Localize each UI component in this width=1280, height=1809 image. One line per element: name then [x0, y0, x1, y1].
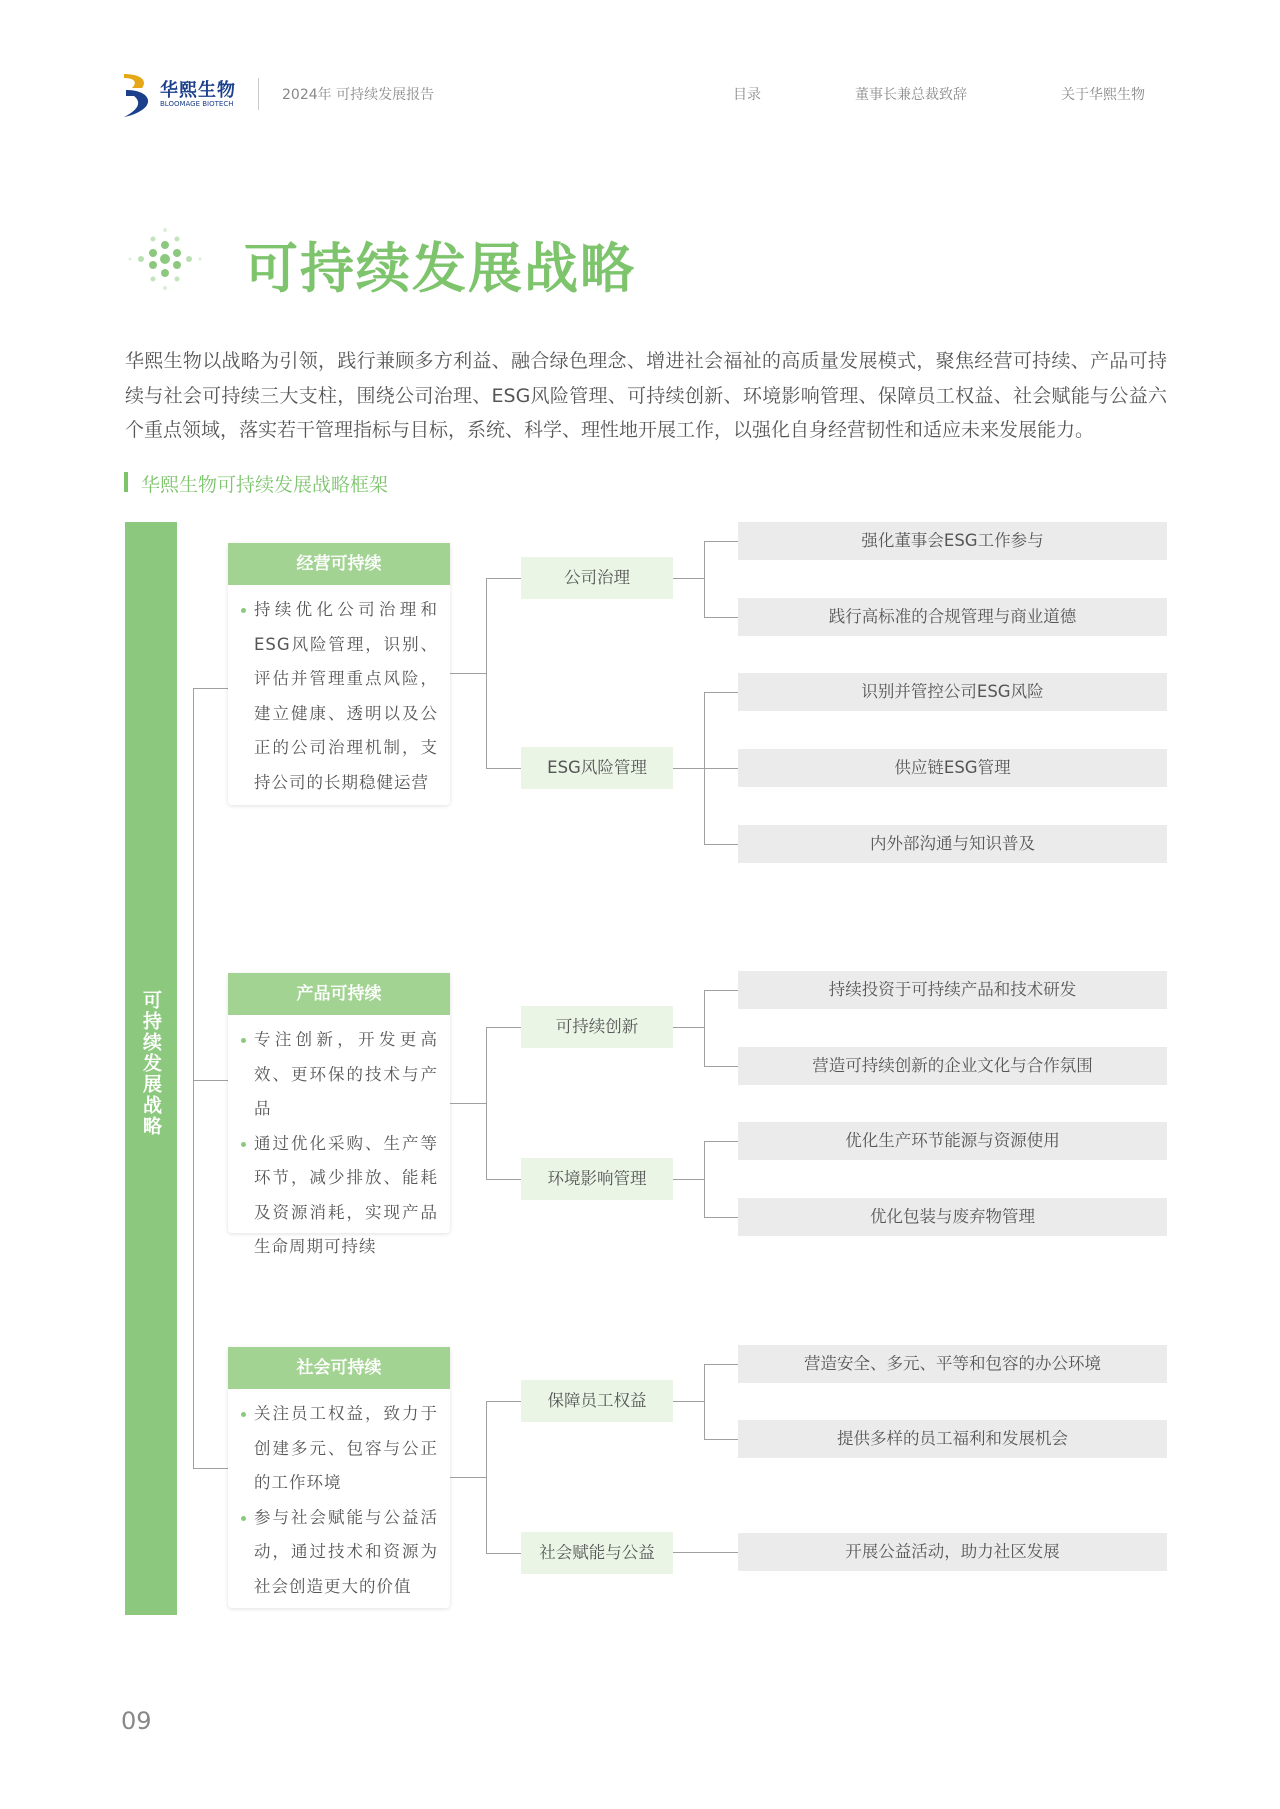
connector-line	[486, 578, 521, 579]
logo-cn-text: 华熙生物	[160, 80, 236, 101]
connector-line	[193, 1468, 228, 1469]
connector-line	[486, 1027, 521, 1028]
page-title: 可持续发展战略	[244, 237, 636, 300]
connector-line	[486, 578, 487, 769]
category-bullet: 持续优化公司治理和ESG风险管理，识别、评估并管理重点风险，建立健康、透明以及公正的公司治理机制，支持公司的长期稳健运营	[254, 593, 438, 800]
focus-area-box: 保障员工权益	[521, 1380, 673, 1422]
category-title: 经营可持续	[228, 543, 450, 585]
connector-line	[704, 617, 738, 618]
action-item-box: 优化包装与废弃物管理	[738, 1198, 1167, 1236]
connector-line	[450, 1477, 486, 1478]
category-body	[228, 1015, 450, 1273]
connector-line	[486, 1027, 487, 1180]
action-item-box: 践行高标准的合规管理与商业道德	[738, 598, 1167, 636]
page-number: 09	[121, 1707, 152, 1735]
connector-line	[486, 1179, 521, 1180]
connector-line	[704, 768, 738, 769]
action-item-box: 开展公益活动，助力社区发展	[738, 1533, 1167, 1571]
connector-line	[704, 1066, 738, 1067]
nav-about[interactable]: 关于华熙生物	[1061, 87, 1145, 103]
logo-mark-icon	[122, 72, 154, 118]
category-bullet: 关注员工权益，致力于创建多元、包容与公正的工作环境	[254, 1397, 438, 1501]
connector-line	[486, 1401, 487, 1554]
subheading-accent-bar	[124, 472, 128, 492]
category-card	[228, 973, 450, 1256]
connector-line	[704, 1364, 738, 1365]
connector-line	[704, 844, 738, 845]
connector-line	[704, 1141, 705, 1218]
connector-line	[704, 1141, 738, 1142]
connector-line	[193, 688, 194, 1469]
action-item-box: 提供多样的员工福利和发展机会	[738, 1420, 1167, 1458]
focus-area-box: 公司治理	[521, 557, 673, 599]
connector-line	[704, 1364, 705, 1440]
dots-decoration-icon	[124, 218, 206, 300]
logo-en-text: BLOOMAGE BIOTECH	[160, 100, 234, 108]
connector-line	[704, 990, 705, 1067]
focus-area-box: 可持续创新	[521, 1006, 673, 1048]
focus-area-box: ESG风险管理	[521, 747, 673, 789]
category-body	[228, 1389, 450, 1612]
category-card	[228, 1347, 450, 1608]
connector-line	[193, 1080, 228, 1081]
connector-line	[673, 578, 704, 579]
action-item-box: 识别并管控公司ESG风险	[738, 673, 1167, 711]
focus-area-box: 环境影响管理	[521, 1158, 673, 1200]
connector-line	[704, 990, 738, 991]
connector-line	[704, 1217, 738, 1218]
category-bullet: 通过优化采购、生产等环节，减少排放、能耗及资源消耗，实现产品生命周期可持续	[254, 1127, 438, 1265]
connector-line	[193, 688, 228, 689]
action-item-box: 优化生产环节能源与资源使用	[738, 1122, 1167, 1160]
category-bullet: 参与社会赋能与公益活动，通过技术和资源为社会创造更大的价值	[254, 1501, 438, 1605]
action-item-box: 营造可持续创新的企业文化与合作氛围	[738, 1047, 1167, 1085]
category-bullet: 专注创新，开发更高效、更环保的技术与产品	[254, 1023, 438, 1127]
nav-contents[interactable]: 目录	[733, 87, 761, 103]
company-logo	[122, 72, 252, 118]
focus-area-box: 社会赋能与公益	[521, 1532, 673, 1574]
intro-paragraph: 华熙生物以战略为引领，践行兼顾多方利益、融合绿色理念、增进社会福祉的高质量发展模式，聚焦经营可持续、产品可持续与社会可持续三大支柱，围绕公司治理、ESG风险管理、可持续创新、环境影响管理、保障员工权益、社会赋能与公益六个重点领域，落实若干管理指标与目标，系统、科学、理性地开展工作，以强化自身经营韧性和适应未来发展能力。	[125, 350, 1167, 441]
category-body	[228, 585, 450, 808]
connector-line	[486, 1553, 521, 1554]
connector-line	[450, 673, 486, 674]
connector-line	[673, 1027, 704, 1028]
header-divider	[258, 78, 259, 110]
connector-line	[704, 541, 705, 618]
action-item-box: 强化董事会ESG工作参与	[738, 522, 1167, 560]
connector-line	[704, 692, 738, 693]
action-item-box: 营造安全、多元、平等和包容的办公环境	[738, 1345, 1167, 1383]
action-item-box: 持续投资于可持续产品和技术研发	[738, 971, 1167, 1009]
connector-line	[486, 1401, 521, 1402]
connector-line	[486, 768, 521, 769]
connector-line	[673, 768, 704, 769]
root-label: 可持续发展战略	[140, 990, 162, 1137]
connector-line	[704, 541, 738, 542]
connector-line	[673, 1401, 704, 1402]
nav-chairman-letter[interactable]: 董事长兼总裁致辞	[855, 87, 967, 103]
connector-line	[673, 1179, 704, 1180]
framework-title: 华熙生物可持续发展战略框架	[141, 474, 389, 496]
category-card	[228, 543, 450, 805]
action-item-box: 供应链ESG管理	[738, 749, 1167, 787]
connector-line	[450, 1103, 486, 1104]
connector-line	[704, 1439, 738, 1440]
report-title: 2024年 可持续发展报告	[282, 87, 435, 103]
category-title: 社会可持续	[228, 1347, 450, 1389]
category-title: 产品可持续	[228, 973, 450, 1015]
connector-line	[673, 1552, 738, 1553]
action-item-box: 内外部沟通与知识普及	[738, 825, 1167, 863]
